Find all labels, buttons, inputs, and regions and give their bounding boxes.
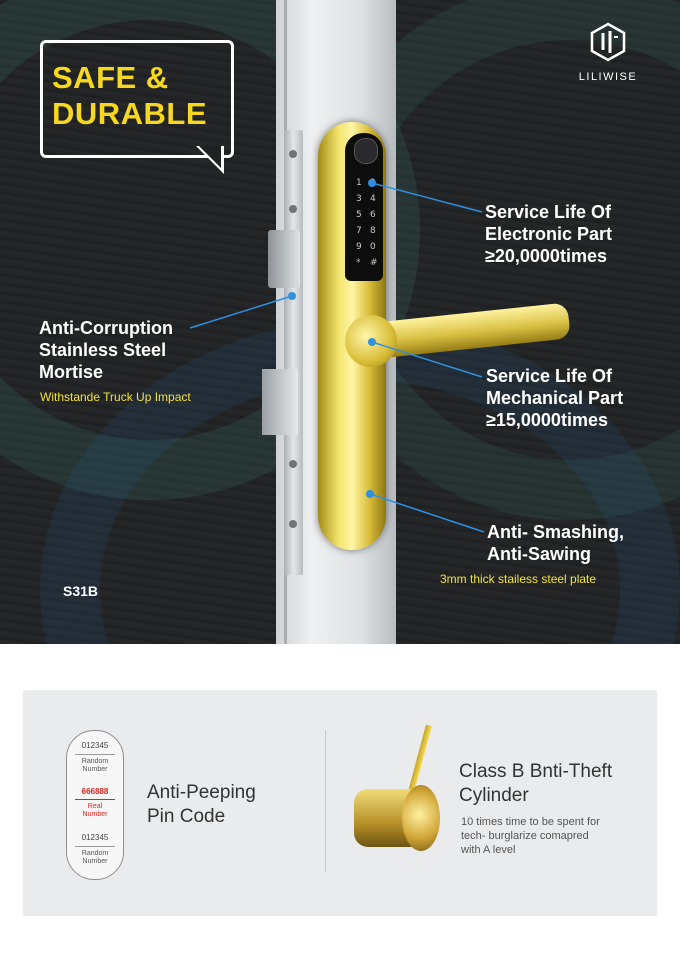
pin-code-title <box>147 781 256 829</box>
cylinder-description <box>461 815 641 857</box>
cylinder-face <box>402 785 440 851</box>
feature-text: Service Life Of <box>485 202 612 222</box>
feature-text: Anti-Corruption <box>39 318 173 338</box>
feature-text: ≥15,0000times <box>486 410 608 430</box>
keypad-key: 0 <box>370 242 376 252</box>
feature-anti-smashing-sub: 3mm thick stailess steel plate <box>440 572 597 586</box>
title-line: Cylinder <box>459 785 529 806</box>
feature-text: ≥20,0000times <box>485 246 607 266</box>
real-number: 666888 <box>81 787 109 796</box>
title-line: Pin Code <box>147 806 226 827</box>
desc-line: with A level <box>461 844 516 856</box>
feature-text: Electronic Part <box>485 224 613 244</box>
keypad-key: 8 <box>370 226 376 236</box>
feature-mortise-sub: Withstande Truck Up Impact <box>40 390 191 404</box>
desc-line: tech- burglarize comapred <box>461 830 589 842</box>
feature-text: Anti- Smashing, <box>487 522 625 542</box>
random-number: 012345 <box>81 741 109 750</box>
feature-text: Service Life Of <box>486 366 613 386</box>
keypad-key: 4 <box>370 194 376 204</box>
feature-electronic-life <box>485 201 612 267</box>
feature-text: Stainless Steel <box>39 340 167 360</box>
pin-code-card <box>66 730 124 880</box>
cylinder-image <box>354 775 438 855</box>
keypad-key: 6 <box>370 210 376 220</box>
feature-text: Mechanical Part <box>486 388 624 408</box>
panel-divider <box>325 730 326 872</box>
label-text: Random <box>81 758 109 765</box>
keypad-key: 1 <box>356 178 362 188</box>
label-text: Number <box>82 858 108 865</box>
keypad-key: 9 <box>356 242 362 252</box>
divider <box>75 754 115 755</box>
random-number: 012345 <box>81 833 109 842</box>
label-text: Number <box>82 811 108 818</box>
badge-line-1: SAFE & <box>52 60 169 95</box>
feature-mortise <box>39 317 173 383</box>
keypad-key: # <box>370 258 378 268</box>
keypad-key: 3 <box>356 194 362 204</box>
feature-text: Mortise <box>39 362 104 382</box>
cylinder-title <box>459 760 612 808</box>
feature-text: Anti-Sawing <box>487 544 591 564</box>
real-label <box>67 803 123 819</box>
feature-anti-smashing <box>487 521 624 565</box>
brand-name: LILIWISE <box>578 71 638 83</box>
desc-line: 10 times time to be spent for <box>461 816 600 828</box>
divider <box>75 846 115 847</box>
label-text: Real <box>87 803 103 810</box>
random-label <box>67 758 123 774</box>
title-line: Anti-Peeping <box>147 782 256 803</box>
model-number: S31B <box>63 583 99 599</box>
keypad-key: 7 <box>356 226 362 236</box>
badge-line-2: DURABLE <box>52 96 208 131</box>
title-line: Class B Bnti-Theft <box>459 761 613 782</box>
divider <box>75 799 115 800</box>
keypad-key: 5 <box>356 210 362 220</box>
random-label <box>67 850 123 866</box>
keypad-key: * <box>356 258 361 268</box>
feature-mechanical-life <box>486 365 623 431</box>
label-text: Random <box>81 850 109 857</box>
label-text: Number <box>82 766 108 773</box>
